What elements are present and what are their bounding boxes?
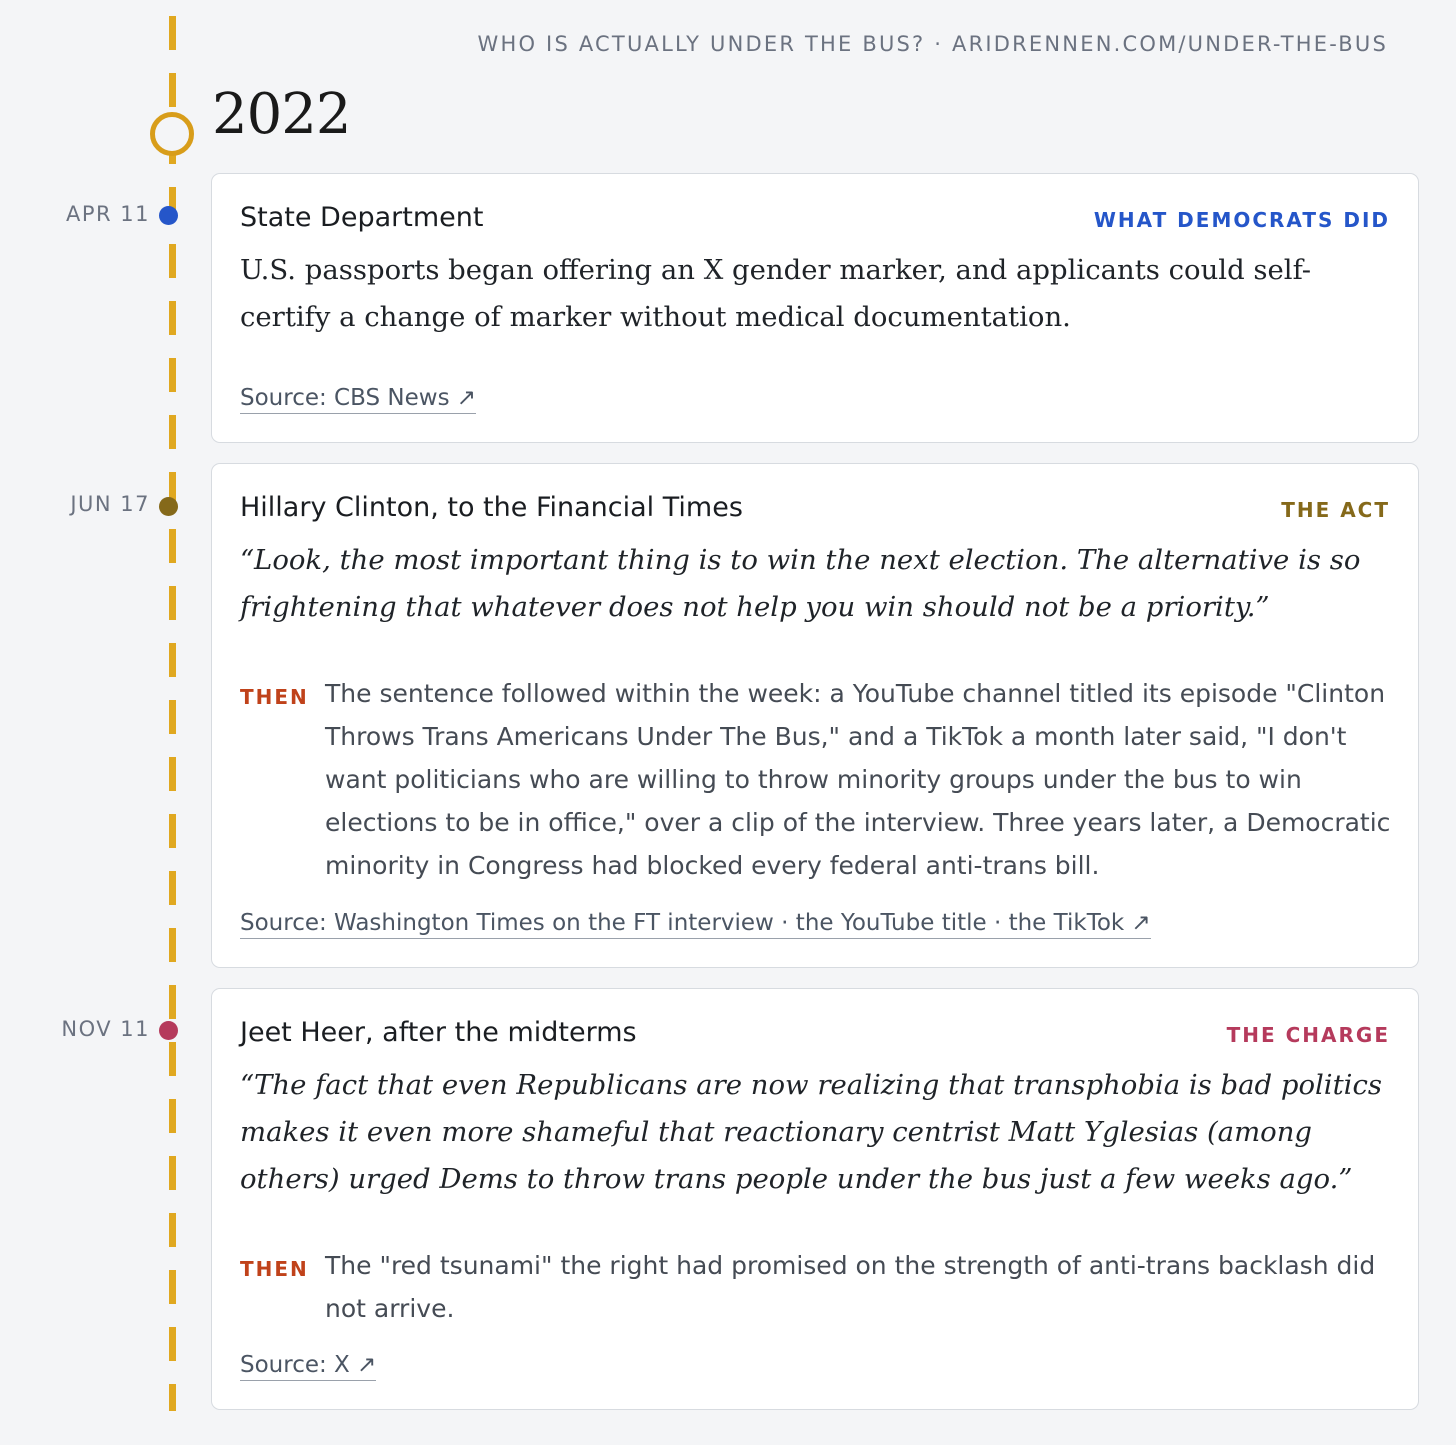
source-link[interactable]: Source: X ↗ bbox=[240, 1352, 376, 1381]
entry-title: State Department bbox=[240, 202, 484, 233]
entry-quote: “The fact that even Republicans are now realizing that transphobia is bad politics makes it even more shameful that reactionary centrist Matt Yglesias (among others) urged Dems to throw trans people under the bus just a few weeks ago.” bbox=[240, 1069, 1382, 1195]
entry-tag: THE ACT bbox=[1281, 498, 1390, 522]
then-text: The sentence followed within the week: a YouTube channel titled its episode "Clinton Throws Trans Americans Under The Bus," and a TikTok a month later said, "I don't want politicians who are willing to throw minority groups under the bus to win elections to be in office," over a clip of the interview. Three years later, a Democratic minority in Congress had blocked every federal anti-trans bill. bbox=[325, 679, 1391, 880]
page-header: WHO IS ACTUALLY UNDER THE BUS? · ARIDRENNEN.COM/UNDER-THE-BUS bbox=[477, 32, 1388, 56]
entry-date: NOV 11 bbox=[61, 1017, 150, 1041]
then-label: THEN bbox=[240, 1257, 309, 1281]
entry-card bbox=[211, 463, 1419, 968]
entry-date: JUN 17 bbox=[70, 492, 150, 516]
blue-dot-icon bbox=[159, 206, 178, 225]
entry-card bbox=[211, 173, 1419, 443]
entry-card bbox=[211, 988, 1419, 1410]
entry-tag: THE CHARGE bbox=[1226, 1023, 1390, 1047]
entry-tag: WHAT DEMOCRATS DID bbox=[1093, 208, 1390, 232]
entry-date: APR 11 bbox=[65, 202, 150, 226]
year-node-icon bbox=[150, 112, 194, 156]
source-link[interactable]: Source: Washington Times on the FT interview · the YouTube title · the TikTok ↗ bbox=[240, 910, 1151, 939]
source-link[interactable]: Source: CBS News ↗ bbox=[240, 385, 476, 414]
rose-dot-icon bbox=[159, 1021, 178, 1040]
entry-title: Jeet Heer, after the midterms bbox=[240, 1017, 637, 1048]
olive-dot-icon bbox=[159, 497, 178, 516]
entry-quote: “Look, the most important thing is to win the next election. The alternative is so frightening that whatever does not help you win should not be a priority.” bbox=[240, 544, 1361, 623]
then-label: THEN bbox=[240, 685, 309, 709]
entry-body: U.S. passports began offering an X gender marker, and applicants could self-certify a change of marker without medical documentation. bbox=[240, 254, 1312, 333]
timeline-line bbox=[169, 16, 176, 1411]
year-heading: 2022 bbox=[212, 82, 351, 147]
entry-title: Hillary Clinton, to the Financial Times bbox=[240, 492, 743, 523]
then-text: The "red tsunami" the right had promised on the strength of anti-trans backlash did not arrive. bbox=[325, 1251, 1376, 1323]
